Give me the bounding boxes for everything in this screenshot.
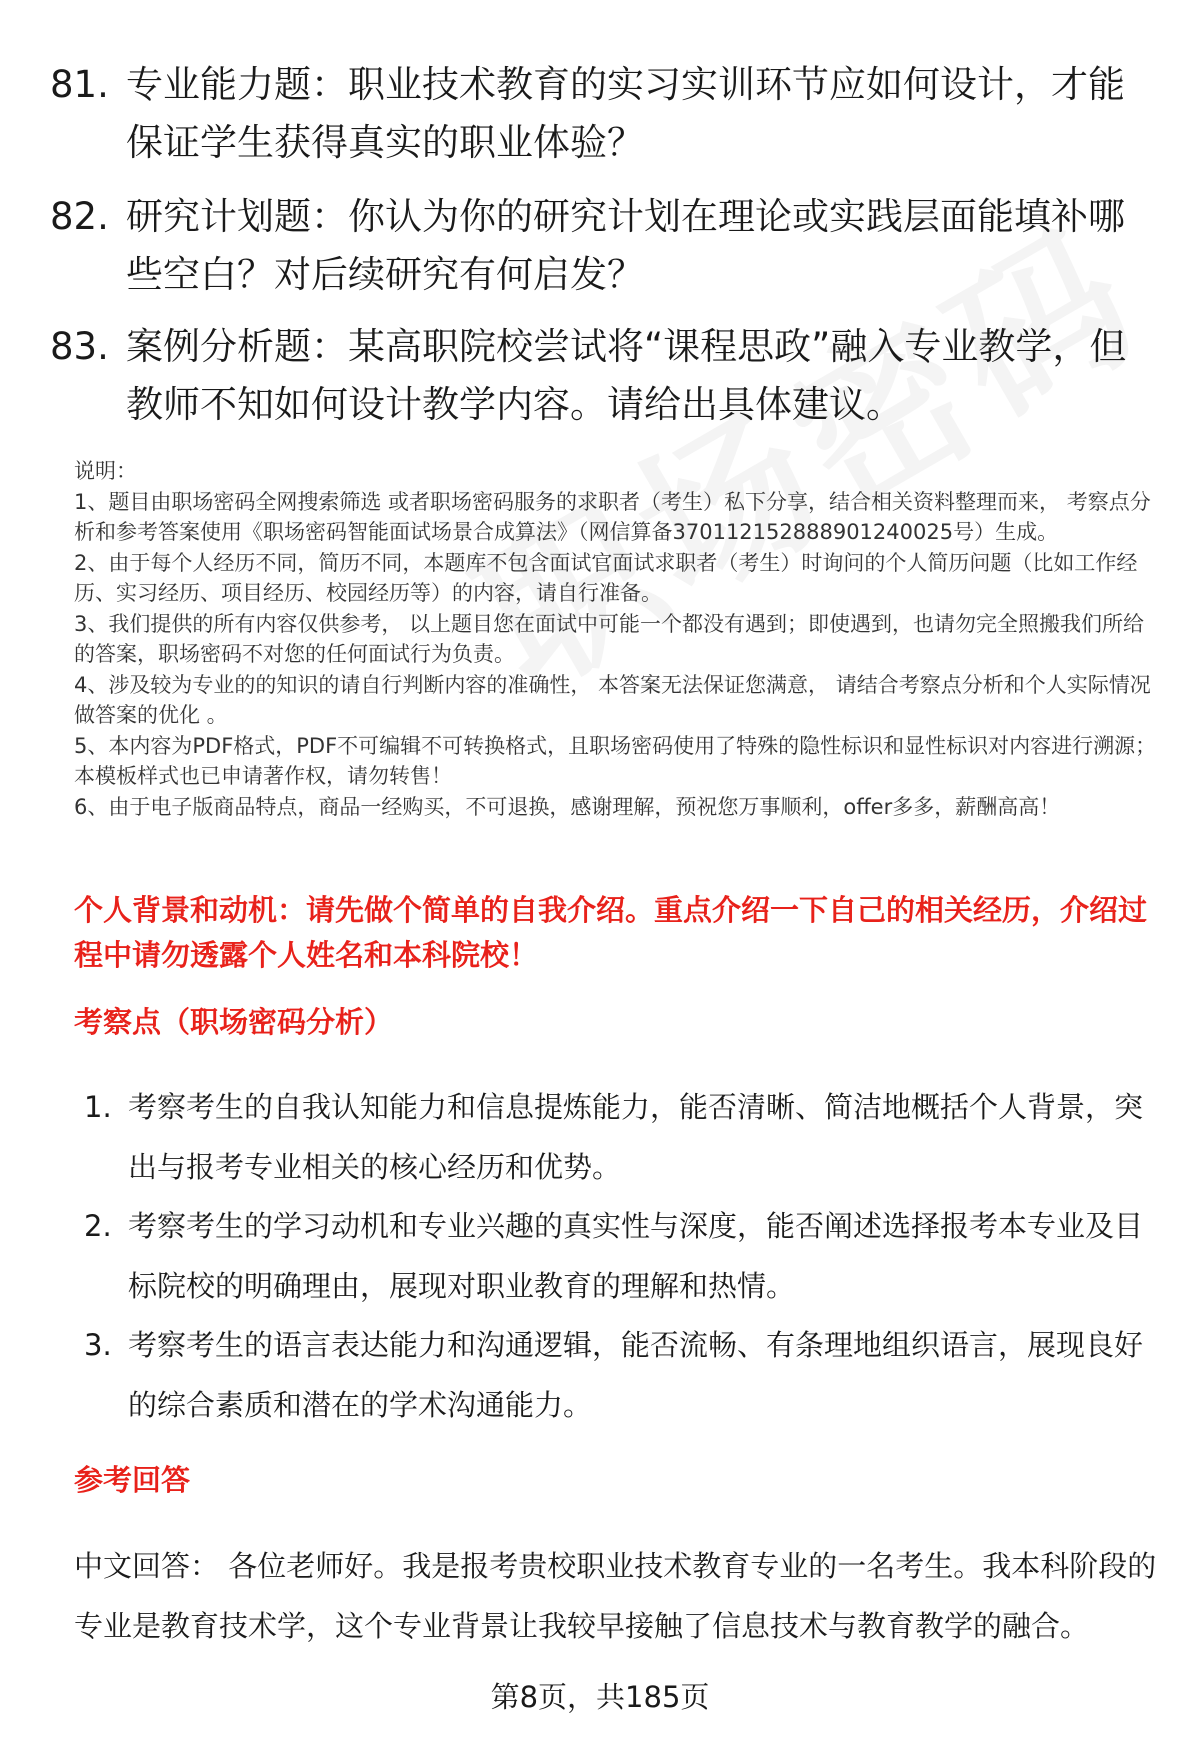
reference-answer: 中文回答： 各位老师好。我是报考贵校职业技术教育专业的一名考生。我本科阶段的专业是教育技术学，这个专业背景让我较早接触了信息技术与教育教学的融合。 — [74, 1549, 1157, 1643]
question-number: 82. — [50, 195, 109, 238]
question-number: 83. — [50, 325, 109, 368]
reference-heading: 参考回答 — [74, 1463, 191, 1497]
analysis-points — [84, 1078, 1160, 1435]
background-question: 个人背景和动机：请先做个简单的自我介绍。重点介绍一下自己的相关经历，介绍过程中请勿透露个人姓名和本科院校！ — [74, 893, 1148, 972]
analysis-point — [84, 1316, 1160, 1435]
question-number: 81. — [50, 63, 109, 106]
point-text: 考察考生的语言表达能力和沟通逻辑，能否流畅、有条理地组织语言，展现良好的综合素质和潜在的学术沟通能力。 — [128, 1328, 1144, 1422]
analysis-heading: 考察点（职场密码分析） — [74, 1005, 394, 1039]
note-item: 1、题目由职场密码全网搜索筛选 或者职场密码服务的求职者（考生）私下分享，结合相关资料整理而来， 考察点分析和参考答案使用《职场密码智能面试场景合成算法》（网信算备370112152888901240025号）生成。 — [74, 489, 1151, 544]
page-footer: 第8页，共185页 — [490, 1680, 710, 1714]
point-number: 2. — [84, 1209, 112, 1243]
question-text: 研究计划题：你认为你的研究计划在理论或实践层面能填补哪些空白？对后续研究有何启发？ — [126, 195, 1125, 296]
point-text: 考察考生的自我认知能力和信息提炼能力，能否清晰、简洁地概括个人背景，突出与报考专业相关的核心经历和优势。 — [128, 1090, 1144, 1184]
analysis-point — [84, 1078, 1160, 1197]
note-item: 5、本内容为PDF格式，PDF不可编辑不可转换格式，且职场密码使用了特殊的隐性标识和显性标识对内容进行溯源；本模板样式也已申请著作权，请勿转售！ — [74, 733, 1157, 788]
note-item: 6、由于电子版商品特点，商品一经购买，不可退换，感谢理解，预祝您万事顺利，offer多多，薪酬高高！ — [74, 794, 1061, 819]
point-number: 1. — [84, 1090, 112, 1124]
notes-section — [74, 456, 1164, 822]
point-number: 3. — [84, 1328, 112, 1362]
analysis-point — [84, 1197, 1160, 1316]
note-item: 3、我们提供的所有内容仅供参考， 以上题目您在面试中可能一个都没有遇到；即使遇到，也请勿完全照搬我们所给的答案，职场密码不对您的任何面试行为负责。 — [74, 611, 1145, 666]
point-text: 考察考生的学习动机和专业兴趣的真实性与深度，能否阐述选择报考本专业及目标院校的明确理由，展现对职业教育的理解和热情。 — [128, 1209, 1144, 1303]
note-item: 2、由于每个人经历不同，简历不同，本题库不包含面试官面试求职者（考生）时询问的个人简历问题（比如工作经历、实习经历、项目经历、校园经历等）的内容，请自行准备。 — [74, 550, 1138, 605]
question-text: 专业能力题：职业技术教育的实习实训环节应如何设计，才能保证学生获得真实的职业体验？ — [126, 63, 1125, 164]
note-item: 4、涉及较为专业的的知识的请自行判断内容的准确性， 本答案无法保证您满意， 请结合考察点分析和个人实际情况做答案的优化 。 — [74, 672, 1151, 727]
notes-title: 说明： — [74, 459, 137, 483]
question-text: 案例分析题：某高职院校尝试将“课程思政”融入专业教学，但教师不知如何设计教学内容。请给出具体建议。 — [126, 325, 1127, 426]
